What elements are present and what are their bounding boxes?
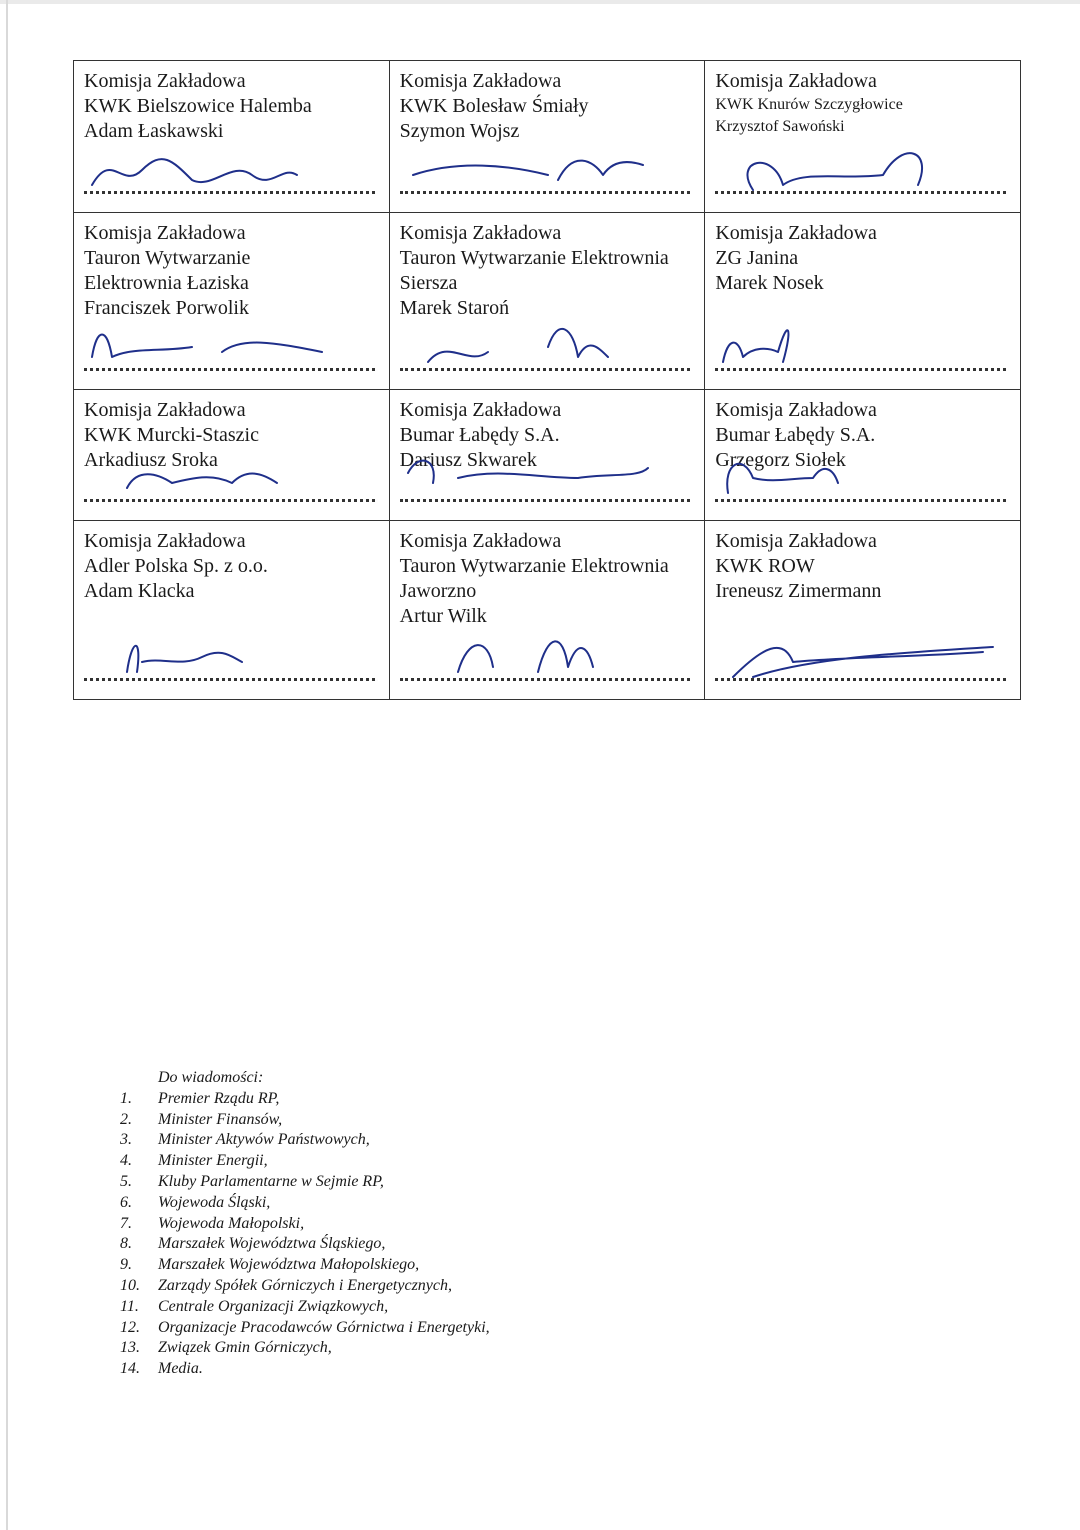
handwritten-signature [82,617,372,687]
distribution-heading: Do wiadomości: [158,1069,264,1086]
signature-line [400,191,691,194]
list-item-number: 10. [120,1276,140,1294]
list-item-text: Zarządy Spółek Górniczych i Energetycznych, [158,1276,452,1294]
signature-cell [389,61,705,213]
signature-line [715,191,1006,194]
signatory-name: Krzysztof Sawoński [715,118,845,135]
signature-cell [705,213,1021,390]
list-item-number: 11. [120,1297,139,1315]
scan-left-edge [6,0,8,1530]
list-item-number: 14. [120,1360,140,1378]
list-item-number: 9. [120,1256,132,1274]
signatory-name: Ireneusz Zimermann [715,580,882,602]
list-item [120,1151,640,1172]
handwritten-signature [713,617,1003,687]
committee-label: Komisja Zakładowa [399,70,562,92]
signature-line [400,368,691,371]
list-item-text: Media. [158,1360,203,1378]
signatory-name: Marek Nosek [715,272,824,294]
list-item-text: Kluby Parlamentarne w Sejmie RP, [158,1172,384,1190]
list-item-number: 2. [120,1110,132,1128]
signature-line [84,191,375,194]
list-item [120,1110,640,1131]
distribution-items [120,1089,640,1380]
committee-label: Komisja Zakładowa [84,70,246,92]
signature-cell [74,213,390,390]
signature-line [84,678,375,681]
signatory-name: Arkadiusz Sroka [84,449,218,471]
list-item-text: Wojewoda Śląski, [158,1193,271,1211]
organization-name: KWK Bolesław Śmiały [399,95,589,117]
table-row [74,61,1021,213]
signature-line [400,499,691,502]
signatory-name: Dariusz Skwarek [399,449,537,471]
organization-name: KWK Bielszowice Halemba [84,95,312,117]
organization-name: KWK Murcki-Staszic [84,424,259,446]
signature-line [400,678,691,681]
signature-cell [705,61,1021,213]
organization-name: Jaworzno [399,580,477,602]
committee-label: Komisja Zakładowa [715,70,877,92]
table-row [74,390,1021,521]
signatory-name: Franciszek Porwolik [84,297,249,319]
list-item [120,1214,640,1235]
committee-label: Komisja Zakładowa [84,222,246,244]
list-item-number: 13. [120,1339,140,1357]
organization-name: Tauron Wytwarzanie Elektrownia [399,555,669,577]
list-item-number: 7. [120,1214,132,1232]
scan-top-edge [0,0,1080,4]
list-item-text: Związek Gmin Górniczych, [158,1339,332,1357]
signatory-name: Marek Staroń [399,297,510,319]
list-item-number: 5. [120,1172,132,1190]
signatory-name: Adam Łaskawski [84,120,224,142]
distribution-list [120,1068,640,1380]
list-item-text: Premier Rządu RP, [158,1089,280,1107]
list-item [120,1276,640,1297]
organization-name: Siersza [399,272,458,294]
list-item-text: Minister Finansów, [158,1110,283,1128]
list-item-text: Wojewoda Małopolski, [158,1214,305,1232]
organization-name: Tauron Wytwarzanie [84,247,251,269]
organization-name: Tauron Wytwarzanie Elektrownia [399,247,669,269]
list-item [120,1338,640,1359]
committee-label: Komisja Zakładowa [84,530,246,552]
signature-line [84,499,375,502]
list-item-text: Marszałek Województwa Małopolskiego, [158,1256,420,1274]
list-item [120,1130,640,1151]
table-row [74,213,1021,390]
organization-name: KWK Knurów Szczygłowice [715,96,903,113]
organization-name: Adler Polska Sp. z o.o. [84,555,268,577]
list-item [120,1318,640,1339]
list-item-number: 6. [120,1193,132,1211]
list-item-text: Minister Aktywów Państwowych, [158,1131,370,1149]
committee-label: Komisja Zakładowa [399,222,562,244]
list-item [120,1172,640,1193]
committee-label: Komisja Zakładowa [715,530,877,552]
list-item [120,1234,640,1255]
signature-line [715,499,1006,502]
list-item [120,1297,640,1318]
committee-label: Komisja Zakładowa [399,530,562,552]
list-item-number: 12. [120,1318,140,1336]
signature-cell [74,521,390,700]
signature-cell [74,390,390,521]
list-item [120,1359,640,1380]
signature-cell [74,61,390,213]
committee-label: Komisja Zakładowa [715,399,877,421]
signatory-name: Adam Klacka [84,580,195,602]
signature-cell [705,390,1021,521]
list-item-number: 1. [120,1089,132,1107]
list-item-text: Minister Energii, [158,1152,268,1170]
signature-cell [389,213,705,390]
committee-label: Komisja Zakładowa [84,399,246,421]
committee-label: Komisja Zakładowa [715,222,877,244]
organization-name: Elektrownia Łaziska [84,272,249,294]
handwritten-signature [713,307,1003,377]
list-item-text: Organizacje Pracodawców Górnictwa i Energetyki, [158,1318,490,1336]
list-item-number: 4. [120,1152,132,1170]
committee-label: Komisja Zakładowa [399,399,562,421]
organization-name: Bumar Łabędy S.A. [399,424,560,446]
organization-name: KWK ROW [715,555,815,577]
table-row [74,521,1021,700]
handwritten-signature [713,130,1003,200]
signatory-name: Artur Wilk [399,605,487,627]
organization-name: ZG Janina [715,247,799,269]
signatory-name: Grzegorz Siołek [715,449,846,471]
list-item [120,1255,640,1276]
list-item-text: Centrale Organizacji Związkowych, [158,1297,389,1315]
list-item-number: 3. [120,1131,132,1149]
signature-cell [389,521,705,700]
organization-name: Bumar Łabędy S.A. [715,424,876,446]
signature-cell [705,521,1021,700]
signature-cell [389,390,705,521]
signatory-name: Szymon Wojsz [399,120,520,142]
signature-line [715,368,1006,371]
signature-table [73,60,1021,700]
list-item [120,1089,640,1110]
list-item-number: 8. [120,1235,132,1253]
signature-line [715,678,1006,681]
list-item-text: Marszałek Województwa Śląskiego, [158,1235,386,1253]
list-item [120,1193,640,1214]
signature-line [84,368,375,371]
